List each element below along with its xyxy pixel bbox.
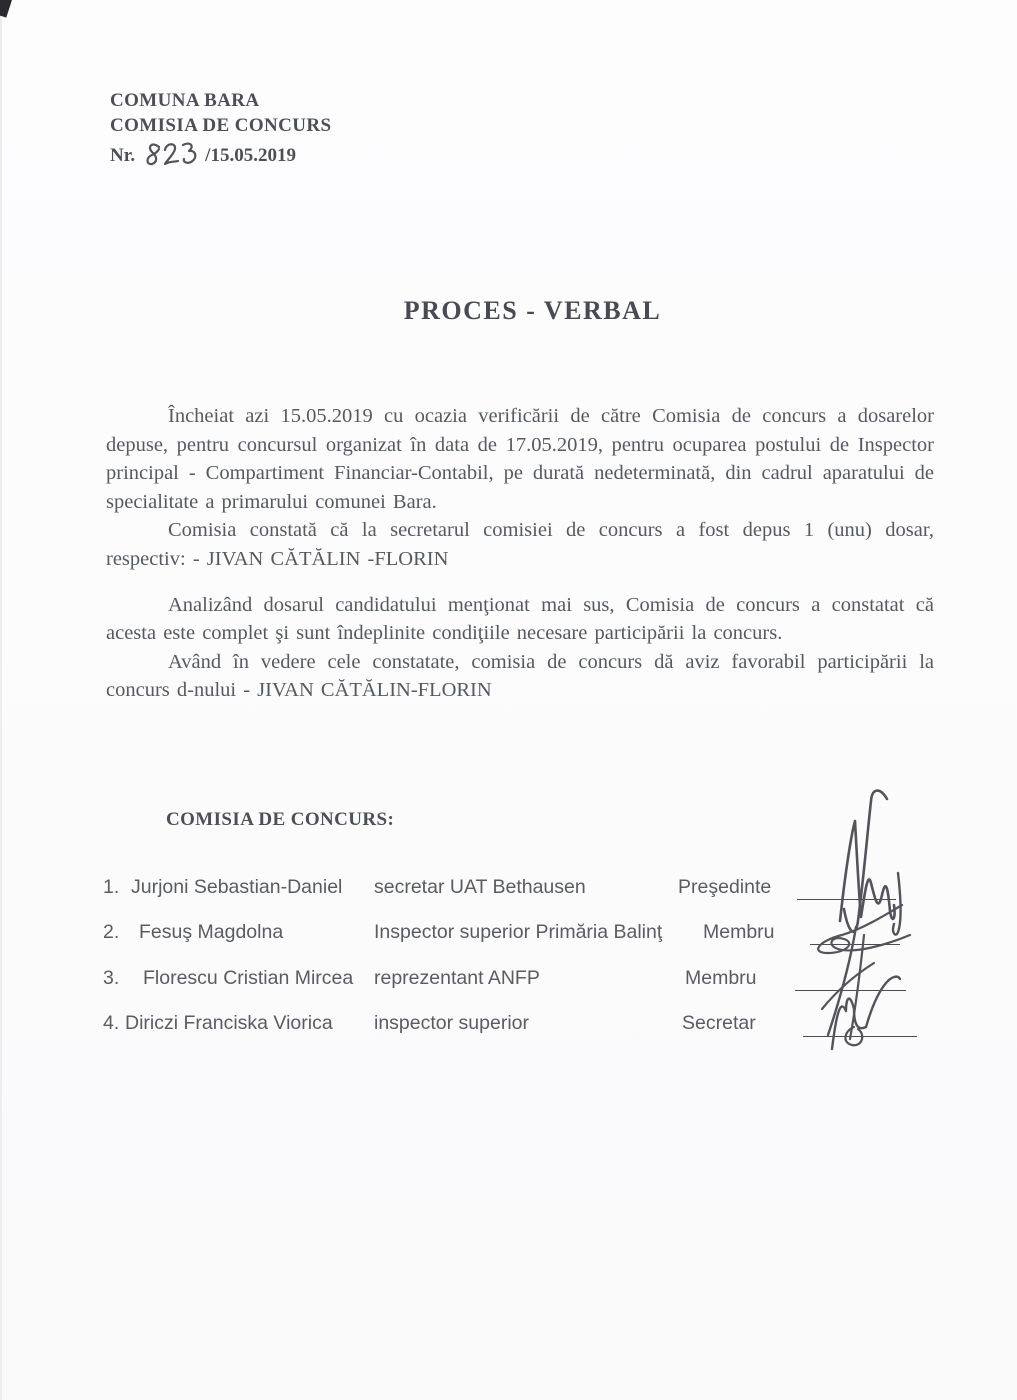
member-number: 4. xyxy=(103,1012,120,1034)
member-role: Preşedinte xyxy=(678,876,772,898)
committee-member-row xyxy=(103,876,863,902)
member-name: Fesuş Magdolna xyxy=(139,921,284,943)
committee-member-row xyxy=(103,921,863,947)
letterhead xyxy=(110,88,332,168)
member-number: 2. xyxy=(103,921,120,943)
member-number: 1. xyxy=(103,876,120,898)
member-position: Inspector superior Primăria Balinţ xyxy=(374,921,663,943)
committee-member-row xyxy=(103,967,863,993)
paragraph-dossier: Comisia constată că la secretarul comisiei de concurs a fost depus 1 (unu) dosar, respectiv: - JIVAN CĂTĂLIN -FLORIN xyxy=(106,519,934,570)
paragraph-analysis: Analizând dosarul candidatului menţionat mai sus, Comisia de concurs a constatat că acesta este complet şi sunt îndeplinite condiţiile necesare participării la concurs. xyxy=(106,593,934,645)
organization-name: COMUNA BARA xyxy=(110,90,260,111)
document-body xyxy=(106,402,934,705)
member-position: reprezentant ANFP xyxy=(374,967,540,989)
member-role: Membru xyxy=(685,967,757,989)
committee-member-row xyxy=(103,1012,863,1038)
number-label: Nr. xyxy=(110,145,136,166)
member-position: secretar UAT Bethausen xyxy=(374,876,586,898)
member-number: 3. xyxy=(103,967,120,989)
member-role: Membru xyxy=(703,921,775,943)
paragraph-approval: Având în vedere cele constatate, comisia de concurs dă aviz favorabil participării la concurs d-nului - JIVAN CĂTĂLIN-FLORIN xyxy=(106,650,934,702)
committee-heading: COMISIA DE CONCURS: xyxy=(166,809,395,830)
scan-edge-shadow xyxy=(0,0,2,1400)
member-role: Secretar xyxy=(682,1012,756,1034)
document-title: PROCES - VERBAL xyxy=(403,296,662,325)
member-name: Diriczi Franciska Viorica xyxy=(125,1012,333,1034)
handwritten-signatures xyxy=(768,775,932,1065)
scan-corner-artifact xyxy=(0,0,13,18)
committee-name: COMISIA DE CONCURS xyxy=(110,115,332,136)
registration-date: /15.05.2019 xyxy=(205,145,296,166)
registration-number-line xyxy=(110,138,332,168)
paragraph-intro: Încheiat azi 15.05.2019 cu ocazia verificării de către Comisia de concurs a dosarelor depuse, pentru concursul organizat în data de 17.05.2019, pentru ocuparea postului de Inspector principal - Compartiment Financiar-Contabil, pe durată nedeterminată, din cadrul aparatului de specialitate a primarului comunei Bara. xyxy=(106,405,934,513)
handwritten-number-823 xyxy=(145,138,199,168)
member-name: Jurjoni Sebastian-Daniel xyxy=(131,876,343,898)
member-name: Florescu Cristian Mircea xyxy=(143,967,354,989)
member-position: inspector superior xyxy=(374,1012,529,1034)
